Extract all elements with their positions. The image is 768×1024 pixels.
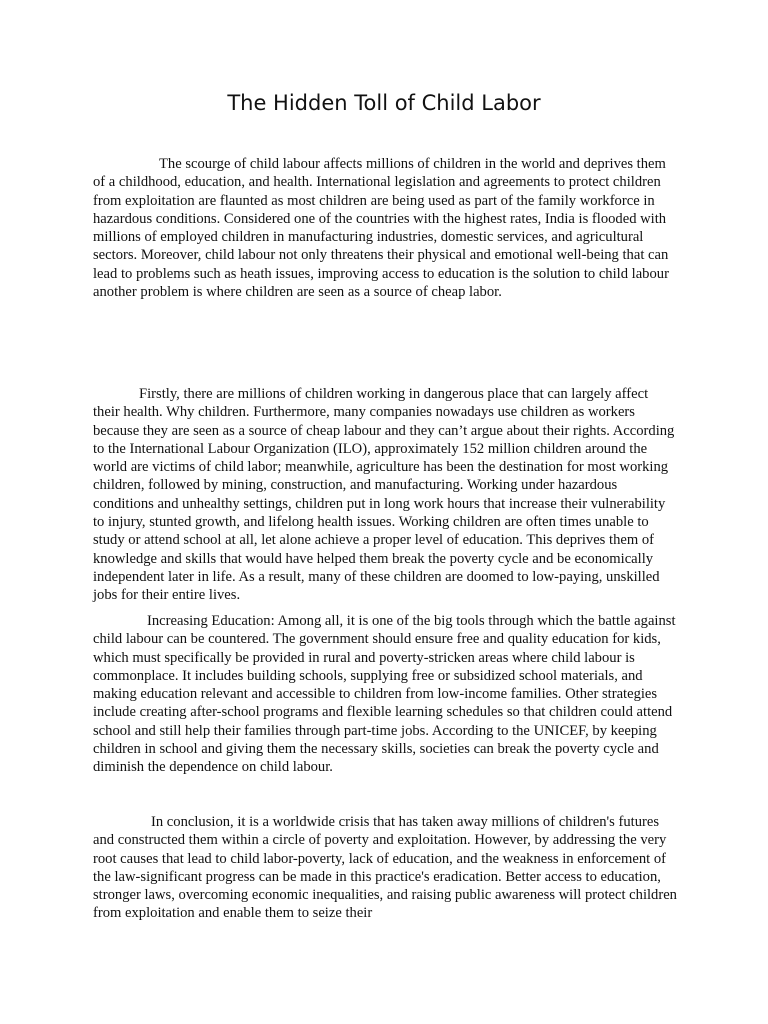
paragraph-introduction: The scourge of child labour affects millions of children in the world and deprives them of a childhood, education, and health. International legislation and agreements to protect children from exploitation are flaunted as most children are being used as part of the family workforce in hazardous conditions. Considered one of the countries with the highest rates, India is flooded with millions of employed children in manufacturing industries, domestic services, and agricultural sectors. Moreover, child labour not only threatens their physical and emotional well-being that can lead to problems such as heath issues, improving access to education is the solution to child labour another problem is where children are seen as a source of cheap labor. (93, 156, 669, 301)
document-title: The Hidden Toll of Child Labor (227, 91, 541, 115)
paragraph-body-education: Increasing Education: Among all, it is one of the big tools through which the battle against child labour can be countered. The government should ensure free and quality education for kids, which must specifically be provided in rural and poverty-stricken areas where child labour is commonplace. It includes building schools, supplying free or subsidized school materials, and making education relevant and accessible to children from low-income families. Other strategies include creating after-school programs and flexible learning schedules so that children could attend school and still help their families through part-time jobs. According to the UNICEF, by keeping children in school and giving them the necessary skills, societies can break the poverty cycle and diminish the dependence on child labour. (93, 613, 676, 776)
paragraph-conclusion: In conclusion, it is a worldwide crisis that has taken away millions of children's futures and constructed them within a circle of poverty and exploitation. However, by addressing the very root causes that lead to child labor-poverty, lack of education, and the weakness in enforcement of the law-significant progress can be made in this practice's eradication. Better access to education, stronger laws, overcoming economic inequalities, and raising public awareness will protect children from exploitation and enable them to seize their (93, 814, 677, 922)
paragraph-body-health: Firstly, there are millions of children working in dangerous place that can largely affect their health. Why children. Furthermore, many companies nowadays use children as workers because they are seen as a source of cheap labour and they can’t argue about their rights. According to the International Labour Organization (ILO), approximately 152 million children around the world are victims of child labor; meanwhile, agriculture has been the destination for most working children, followed by mining, construction, and manufacturing. Working under hazardous conditions and unhealthy settings, children put in long work hours that increase their vulnerability to injury, stunted growth, and lifelong health issues. Working children are often times unable to study or attend school at all, let alone achieve a proper level of education. This deprives them of knowledge and skills that would have helped them break the poverty cycle and be economically independent later in life. As a result, many of these children are doomed to low-paying, unskilled jobs for their entire lives. (93, 386, 675, 604)
